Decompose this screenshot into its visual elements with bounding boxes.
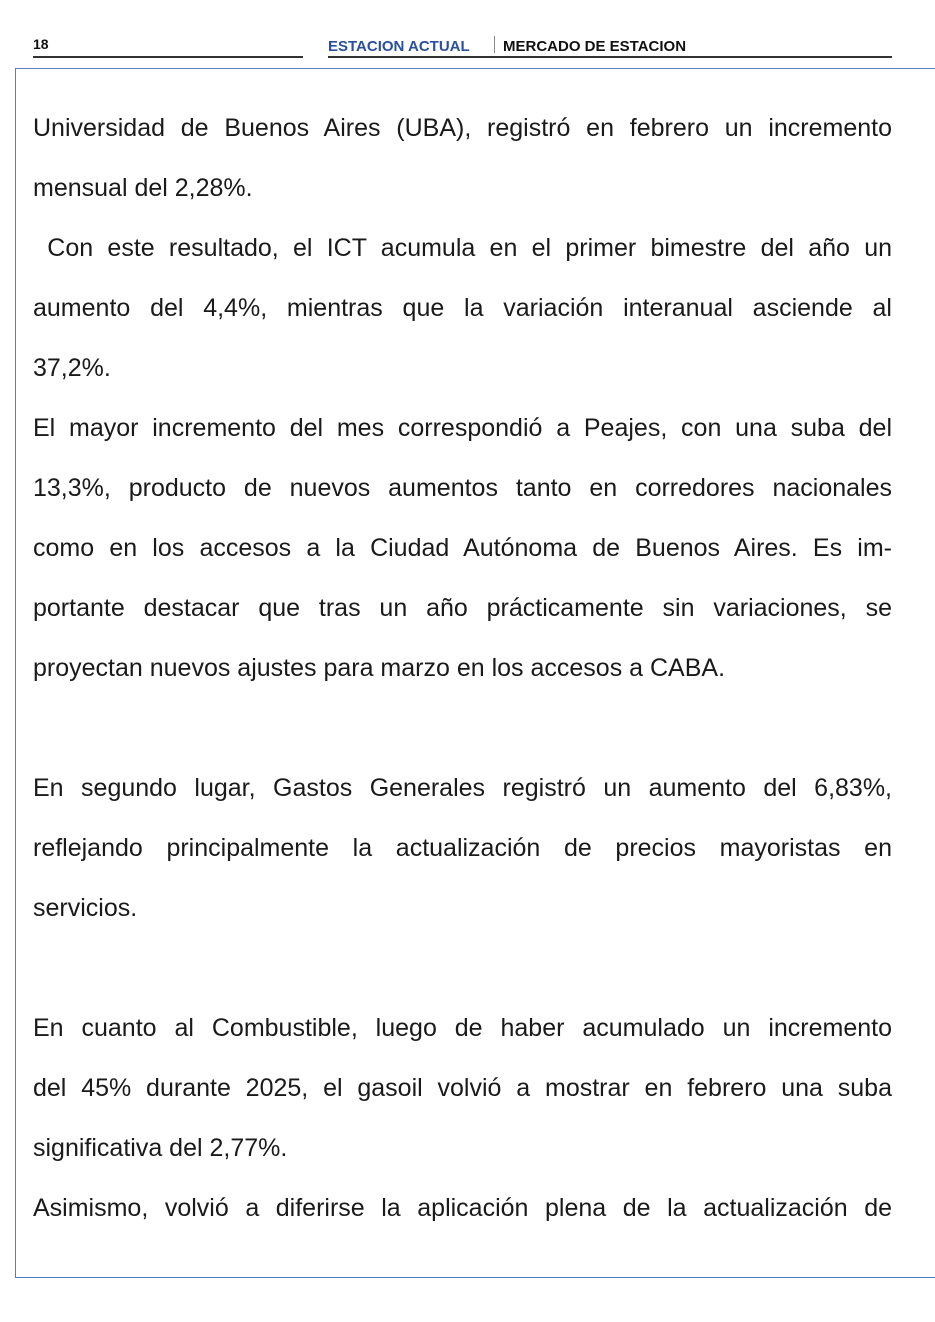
body-line: En segundo lugar, Gastos Generales registró un aumento del 6,83%, (33, 774, 892, 802)
header-separator (494, 36, 495, 53)
section-title: ESTACION ACTUAL (328, 38, 470, 55)
page-number: 18 (33, 36, 49, 52)
body-line: como en los accesos a la Ciudad Autónoma de Buenos Aires. Es im- (33, 534, 892, 562)
body-line: proyectan nuevos ajustes para marzo en los accesos a CABA. (33, 654, 726, 682)
body-line: Asimismo, volvió a diferirse la aplicación plena de la actualización de (33, 1194, 892, 1222)
body-line: del 45% durante 2025, el gasoil volvió a mostrar en febrero una suba (33, 1074, 892, 1102)
body-line: En cuanto al Combustible, luego de haber acumulado un incremento (33, 1014, 892, 1042)
body-line: reflejando principalmente la actualización de precios mayoristas en (33, 834, 892, 862)
body-line: Universidad de Buenos Aires (UBA), registró en febrero un incremento (33, 114, 892, 142)
body-line: Con este resultado, el ICT acumula en el primer bimestre del año un (33, 234, 893, 262)
subsection-title: MERCADO DE ESTACION (503, 38, 687, 55)
body-line: aumento del 4,4%, mientras que la variación interanual asciende al (33, 294, 892, 322)
body-line: portante destacar que tras un año prácticamente sin variaciones, se (33, 594, 892, 622)
body-line: mensual del 2,28%. (33, 174, 253, 202)
header-rule-right (328, 56, 892, 58)
body-line: 37,2%. (33, 354, 111, 382)
body-line: significativa del 2,77%. (33, 1134, 288, 1162)
body-line: servicios. (33, 894, 138, 922)
body-line: 13,3%, producto de nuevos aumentos tanto en corredores nacionales (33, 474, 892, 502)
header-rule-left (33, 56, 303, 58)
body-line: El mayor incremento del mes correspondió a Peajes, con una suba del (33, 414, 892, 442)
